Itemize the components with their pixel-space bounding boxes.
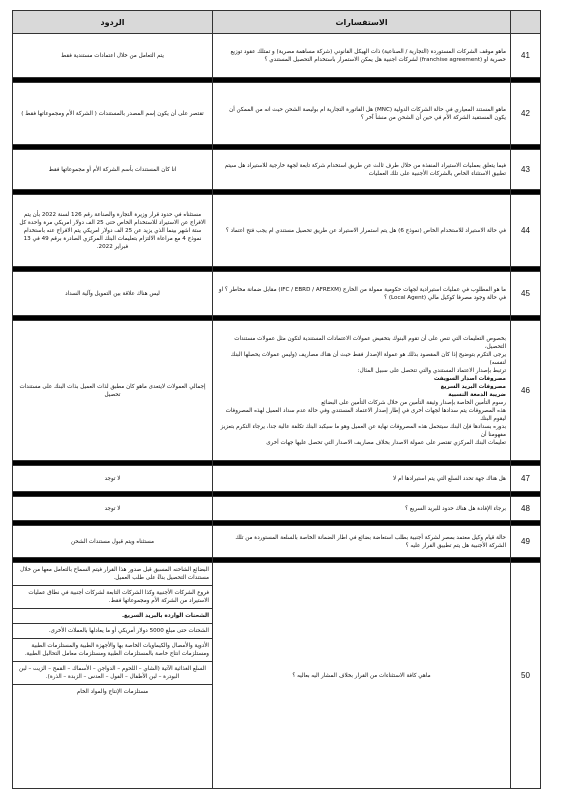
row-number: 41	[511, 34, 541, 78]
table-header-row	[13, 11, 541, 34]
question-line: ضريبة الدمغة النسبية	[448, 391, 506, 398]
row-answer: مستثناه في حدود قرار وزيرة التجارة والصناعة رقم 126 لسنة 2022 بأن يتم الافراج عن الاستيراد للاستخدام الخاص حتى 25 الف دولار امريكي مرة واحدة كل ستة اشهر بينما الذي يزيد عن 25 الف دولار امريكي يتم الافراج عنه باستخدام نموذج 4 مع مراعاة الالتزام بتعليمات البنك المركزي الصادرة برقم 49 في 13 فبراير 2022.	[13, 195, 213, 267]
row-question: هل هناك جهة تحدد السلع التي يتم استيرادها ام لا	[213, 466, 511, 492]
row-answer: ليس هناك علاقة بين التمويل وآلية السداد	[13, 272, 213, 316]
row-question: في حالة الاستيراد للاستخدام الخاص (نموذج 6) هل يتم استمرار الاستيراد عن طريق تحصيل مستندي ام يجب فتح اعتماد ؟	[213, 195, 511, 267]
question-line: يرجى التكرم بتوضيح إذا كان المقصود بذلك هو عمولة الإصدار فقط حيث أن هناك مصاريف (وليس عمولات يحصلها البنك لنفسه)	[230, 351, 506, 366]
row-question: ماهو موقف الشركات المستوردة (التجارية / الصناعية) ذات الهيكل القانوني (شركة مساهمة مصرية) و تمتلك عقود توزيع حصرية او (franchise agreement) لشركات اجنبية هل يمكن الاستمرار باستخدام التحصيل المستندي ؟	[213, 34, 511, 78]
row-answer	[13, 563, 213, 789]
question-line: مصروفات اصدار السويفت	[433, 375, 506, 382]
row-number: 48	[511, 497, 541, 521]
row-question	[213, 321, 511, 461]
row-question: ما هو المطلوب في عمليات استيرادية لجهات حكومية ممولة من الخارج (IFC / EBRD / AFREXM) مقابل ضمانة مخاطر ؟ او في حالة وجود مصرفا كوكيل مالي (Local Agent) ؟	[213, 272, 511, 316]
row-question: برجاء الإفادة هل هناك حدود للبريد السريع ؟	[213, 497, 511, 521]
row-answer: لا توجد	[13, 466, 213, 492]
question-line: بدوره بسدادها فإن البنك سيتحمل هذه المصروفات نهاية عن العميل وهو ما سيكبد البنك تكلفة عالية جدا، يرجاء التكرم بتعزيز مفهومنا أن	[220, 423, 506, 438]
question-line: بخصوص التعليمات التي تنص على أن تقوم البنوك بتخفيض عمولات الاعتمادات المستندية لتكون مثل عمولات مستندات التحصيل،	[234, 335, 506, 350]
row-question: ماهي كافة الاستثناءات من القرار بخلاف المشار اليه بعاليه ؟	[213, 563, 511, 789]
table-row	[13, 466, 541, 492]
exception-item: السلع الغذائية الآتية (الشاي – اللحوم – الدواجن – الأسماك – القمح – الزيت – لبن البودرة – لبن الأطفال – الفول – العدس – الزبدة – الذرة).	[13, 662, 212, 685]
table-row	[13, 321, 541, 461]
faq-table	[12, 10, 541, 789]
question-line: رسوم التأمين الخاصة بإصدار وثيقة التأمين من خلال شركات التأمين على البضائع	[321, 399, 506, 406]
table-row	[13, 195, 541, 267]
table-row	[13, 272, 541, 316]
row-number: 46	[511, 321, 541, 461]
row-answer: تقتصر على أن يكون إسم المصدر بالمستندات ( الشركة الأم ومجموعاتها فقط )	[13, 83, 213, 145]
exception-item: فروع الشركات الأجنبية وكذا الشركات التابعة لشركات أجنبية في نطاق عمليات الاستيراد من الشركة الأم ومجموعاتها فقط.	[13, 586, 212, 609]
row-number: 44	[511, 195, 541, 267]
row-number: 50	[511, 563, 541, 789]
row-answer: يتم التعامل من خلال اعتمادات مستندية فقط	[13, 34, 213, 78]
question-line: هذه المصروفات يتم سدادها لجهات أخرى في إطار إصدار الاعتماد المستندي وفي حالة عدم سداد العميل لهذه المصروفات ليقوم البنك	[225, 407, 506, 422]
table-row	[13, 150, 541, 190]
row-answer: إجمالي العمولات لايتعدى ماهو كان مطبق لذات العميل بذات البنك على مستندات تحصيل	[13, 321, 213, 461]
row-answer: لا توجد	[13, 497, 213, 521]
table-row	[13, 563, 541, 789]
exception-item: الشحنات حتى مبلغ 5000 دولار أمريكي أو ما يعادلها بالعملات الأخرى.	[13, 624, 212, 639]
row-number: 49	[511, 526, 541, 558]
table-row	[13, 497, 541, 521]
exception-item: مستلزمات الإنتاج والمواد الخام	[76, 689, 149, 695]
questions-header: الاستفسارات	[213, 11, 511, 34]
table-row	[13, 83, 541, 145]
row-number: 47	[511, 466, 541, 492]
answers-header: الردود	[13, 11, 213, 34]
row-answer: انا كان المستندات بأسم الشركة الأم أو مجموعاتها فقط	[13, 150, 213, 190]
question-line: تعليمات البنك المركزي تقتصر على عمولة الاصدار بخلاف مصاريف الاصدار التي تحصل عليها جهات أخرى	[266, 439, 506, 446]
row-question: ماهو المستند المعياري في حالة الشركات الدولية (MNC) هل الفاتورة التجارية ام بوليصة الشحن حيث انه من الممكن أن يكون المستفيد الشركة الأم في حين أن الشحن من منشأ آخر ؟	[213, 83, 511, 145]
exception-item: الأدوية والأمصال والكيماويات الخاصة بها والأجهزة الطبية والمستلزمات الطبية ومستلزمات انتاج خاصة بالمستلزمات الطبية ومستلزمات معامل التحاليل الطبية.	[13, 639, 212, 662]
exception-item: الشحنات الواردة بالبريد السريع.	[13, 609, 212, 624]
row-number: 45	[511, 272, 541, 316]
number-header	[511, 11, 541, 34]
question-line: ترتبط بإصدار الاعتماد المستندي والتي تتحصل على سبيل المثال:	[357, 367, 506, 374]
question-line: مصروفات البريد السريع	[440, 383, 506, 390]
row-question: حالة قيام وكيل معتمد بمصر لشركة أجنبية بطلب استعاضة بضائع في اطار الضمانة الخاصة بالسلعة المستوردة من تلك الشركة الأجنبية هل يتم تطبيق القرار عليه ؟	[213, 526, 511, 558]
row-number: 43	[511, 150, 541, 190]
row-number: 42	[511, 83, 541, 145]
table-row	[13, 526, 541, 558]
row-answer: مستثناه ويتم قبول مستندات الشحن	[13, 526, 213, 558]
row-question: فيما يتعلق بعمليات الاستيراد المنفذة من خلال طرف ثالث عن طريق استخدام شركة تابعة لجهة خارجية للاستيراد هل سيتم تطبيق الاستثناء الخاص بالشركات الأجنبية على تلك العمليات	[213, 150, 511, 190]
exception-item: البضائع الشاحنه المسبق قبل صدور هذا القرار فيتم السماح بالتعامل معها من خلال مستندات التحصيل بناءً على طلب العميل.	[13, 563, 212, 586]
table-row	[13, 34, 541, 78]
